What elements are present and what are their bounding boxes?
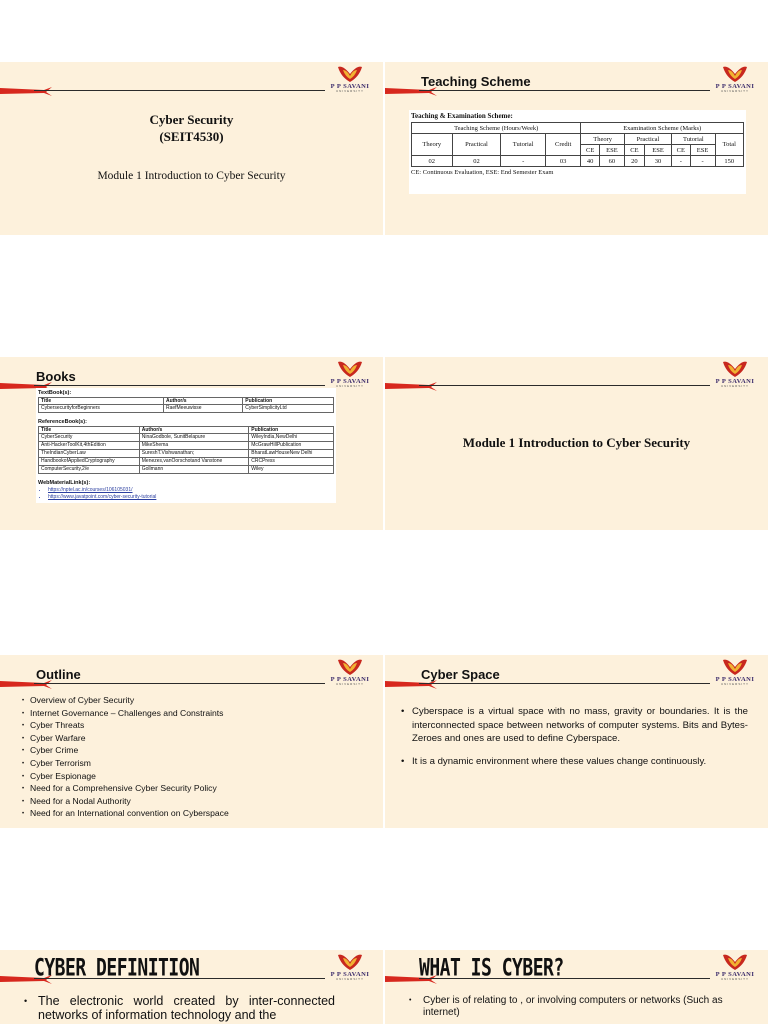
refbooks-label: ReferenceBook(s): [38,419,87,425]
ex-tutorial: Tutorial [672,134,715,145]
book-author: Menezes,vanOorschotand Vanstone [139,458,249,466]
book-title: CybersecurityforBeginners [39,405,164,413]
col-author: Author/s [163,398,242,405]
table-cell: 20 [624,156,644,167]
ex-practical: Practical [624,134,671,145]
col-total: Total [715,134,743,156]
teaching-header: Teaching Scheme (Hours/Week) [412,123,581,134]
scheme-table-block [409,110,746,194]
exam-header: Examination Scheme (Marks) [581,123,744,134]
list-item: • Need for a Nodal Authority [22,796,229,809]
books-block [36,388,336,503]
col-theory: Theory [412,134,453,156]
col-practical: Practical [452,134,501,156]
book-publication: McGrawHillPublication [249,442,334,450]
slide-cyber-space [385,655,768,828]
course-code: (SEIT4530) [159,129,224,144]
header-rule [34,385,325,386]
table-cell: 30 [644,156,671,167]
list-item: • Cyber Warfare [22,733,229,746]
table-cell: 03 [545,156,580,167]
slide-teaching-scheme [385,62,768,235]
ese-label: ESE [599,145,624,156]
table-cell: 02 [412,156,453,167]
table-cell: 02 [452,156,501,167]
slide-outline [0,655,383,828]
logo-name: P P SAVANI [330,378,370,385]
header-rule [419,90,710,91]
logo-sub: UNIVERSITY [720,384,749,388]
header-rule [419,683,710,684]
book-publication: CyberSimplicityLtd [243,405,334,413]
col-author: Author/s [139,427,249,434]
logo-name: P P SAVANI [715,83,755,90]
module-title: Module 1 Introduction to Cyber Security [97,170,286,182]
slide-cyber-definition [0,950,383,1024]
list-item: • Cyberspace is a virtual space with no mass, gravity or boundaries. It is the interconnected space between networks of computer systems. Bits and Bytes- Zeroes and ones are used to define Cyberspace. [401,705,748,746]
book-author: RaefMeeuwisse [163,405,242,413]
list-item: • Cyber Threats [22,720,229,733]
logo-name: P P SAVANI [330,676,370,683]
list-item: • Cyber Crime [22,745,229,758]
logo-emblem-icon [720,65,750,83]
header-rule [419,385,710,386]
university-logo [323,953,377,983]
definition-text: • The electronic world created by inter-connected networks of information technology and the [38,994,335,1022]
list-item: • Need for a Comprehensive Cyber Security Policy [22,783,229,796]
logo-name: P P SAVANI [330,83,370,90]
table-cell: - [690,156,715,167]
table-row [39,442,334,450]
slide-heading: Books [36,369,76,384]
logo-emblem-icon [335,658,365,676]
book-title: HandbookofAppliedCryptography [39,458,140,466]
table-row [39,405,334,413]
slide-heading: Teaching Scheme [421,74,531,89]
book-title: TheIndianCyberLaw [39,450,140,458]
ese-label: ESE [690,145,715,156]
ex-theory: Theory [581,134,624,145]
logo-name: P P SAVANI [715,378,755,385]
list-item: • It is a dynamic environment where these values change continuously. [401,755,748,769]
table-row [412,156,744,167]
table-cell: - [501,156,546,167]
logo-emblem-icon [335,953,365,971]
header-rule [34,90,325,91]
slide-heading: Outline [36,667,81,682]
logo-sub: UNIVERSITY [335,384,364,388]
book-publication: WileyIndia,NewDelhi [249,434,334,442]
slide-title [0,62,383,235]
slide-books [0,357,383,530]
col-publication: Publication [249,427,334,434]
scheme-label: Teaching & Examination Scheme: [411,112,513,120]
outline-list [22,695,229,821]
university-logo [708,65,762,95]
table-cell: 40 [581,156,600,167]
book-author: SureshT.Vishwanathan; [139,450,249,458]
scheme-note: CE: Continuous Evaluation, ESE: End Semester Exam [411,169,554,176]
logo-sub: UNIVERSITY [335,682,364,686]
logo-name: P P SAVANI [715,971,755,978]
cyberspace-list [401,705,748,777]
logo-emblem-icon [720,360,750,378]
logo-name: P P SAVANI [715,676,755,683]
ce-label: CE [672,145,691,156]
book-author: MikeShema [139,442,249,450]
logo-sub: UNIVERSITY [720,977,749,981]
header-rule [34,683,325,684]
slide-heading: WHAT IS CYBER? [419,954,564,983]
list-item: • Cyber is of relating to , or involving computers or networks (Such as internet) [423,995,738,1019]
university-logo [708,953,762,983]
book-author: NinaGodbole, SunitBelapure [139,434,249,442]
logo-name: P P SAVANI [330,971,370,978]
what-is-cyber-list [423,995,738,1019]
module-heading: Module 1 Introduction to Cyber Security [462,435,691,450]
logo-emblem-icon [720,658,750,676]
university-logo [323,658,377,688]
logo-sub: UNIVERSITY [335,977,364,981]
university-logo [323,65,377,95]
weblinks-label: WebMaterialLink(s): [38,480,91,486]
list-item: • Cyber Terrorism [22,758,229,771]
refbooks-table [38,426,334,474]
logo-sub: UNIVERSITY [720,682,749,686]
ese-label: ESE [644,145,671,156]
table-row [39,466,334,474]
logo-emblem-icon [335,65,365,83]
red-swoosh-decoration [0,84,60,98]
ce-label: CE [624,145,644,156]
col-title: Title [39,427,140,434]
slide-heading: Cyber Space [421,667,500,682]
university-logo [708,658,762,688]
ce-label: CE [581,145,600,156]
col-publication: Publication [243,398,334,405]
table-row [39,434,334,442]
slide-module-heading [385,357,768,530]
table-row [39,450,334,458]
red-swoosh-decoration [385,379,445,393]
web-link[interactable]: • https://www.javatpoint.com/cyber-security-tutorial [48,494,334,501]
university-logo [708,360,762,390]
col-tutorial: Tutorial [501,134,546,156]
scheme-table [411,122,744,167]
logo-emblem-icon [720,953,750,971]
book-publication: Wiley [249,466,334,474]
table-cell: 150 [715,156,743,167]
list-item: • Cyber Espionage [22,771,229,784]
logo-emblem-icon [335,360,365,378]
university-logo [323,360,377,390]
book-title: Anti-HackerToolKit,4thEdition [39,442,140,450]
table-row [39,458,334,466]
logo-sub: UNIVERSITY [720,89,749,93]
textbooks-label: TextBook(s): [38,390,72,396]
textbooks-table [38,397,334,413]
book-title: ComputerSecurity,2/e [39,466,140,474]
book-publication: CRCPress [249,458,334,466]
table-cell: - [672,156,691,167]
slide-what-is-cyber [385,950,768,1024]
list-item: • Need for an International convention on Cyberspace [22,808,229,821]
logo-sub: UNIVERSITY [335,89,364,93]
book-publication: BharatLawHouseNew Delhi [249,450,334,458]
col-title: Title [39,398,164,405]
web-link[interactable]: • https://nptel.ac.in/courses/106105031/ [48,487,334,494]
book-title: CyberSecurity [39,434,140,442]
list-item: • Overview of Cyber Security [22,695,229,708]
list-item: • Internet Governance – Challenges and Constraints [22,708,229,721]
weblinks-list [48,487,334,501]
book-author: Gollmann [139,466,249,474]
slide-heading: CYBER DEFINITION [34,954,200,983]
col-credit: Credit [545,134,580,156]
table-cell: 60 [599,156,624,167]
course-title: Cyber Security [149,112,234,127]
